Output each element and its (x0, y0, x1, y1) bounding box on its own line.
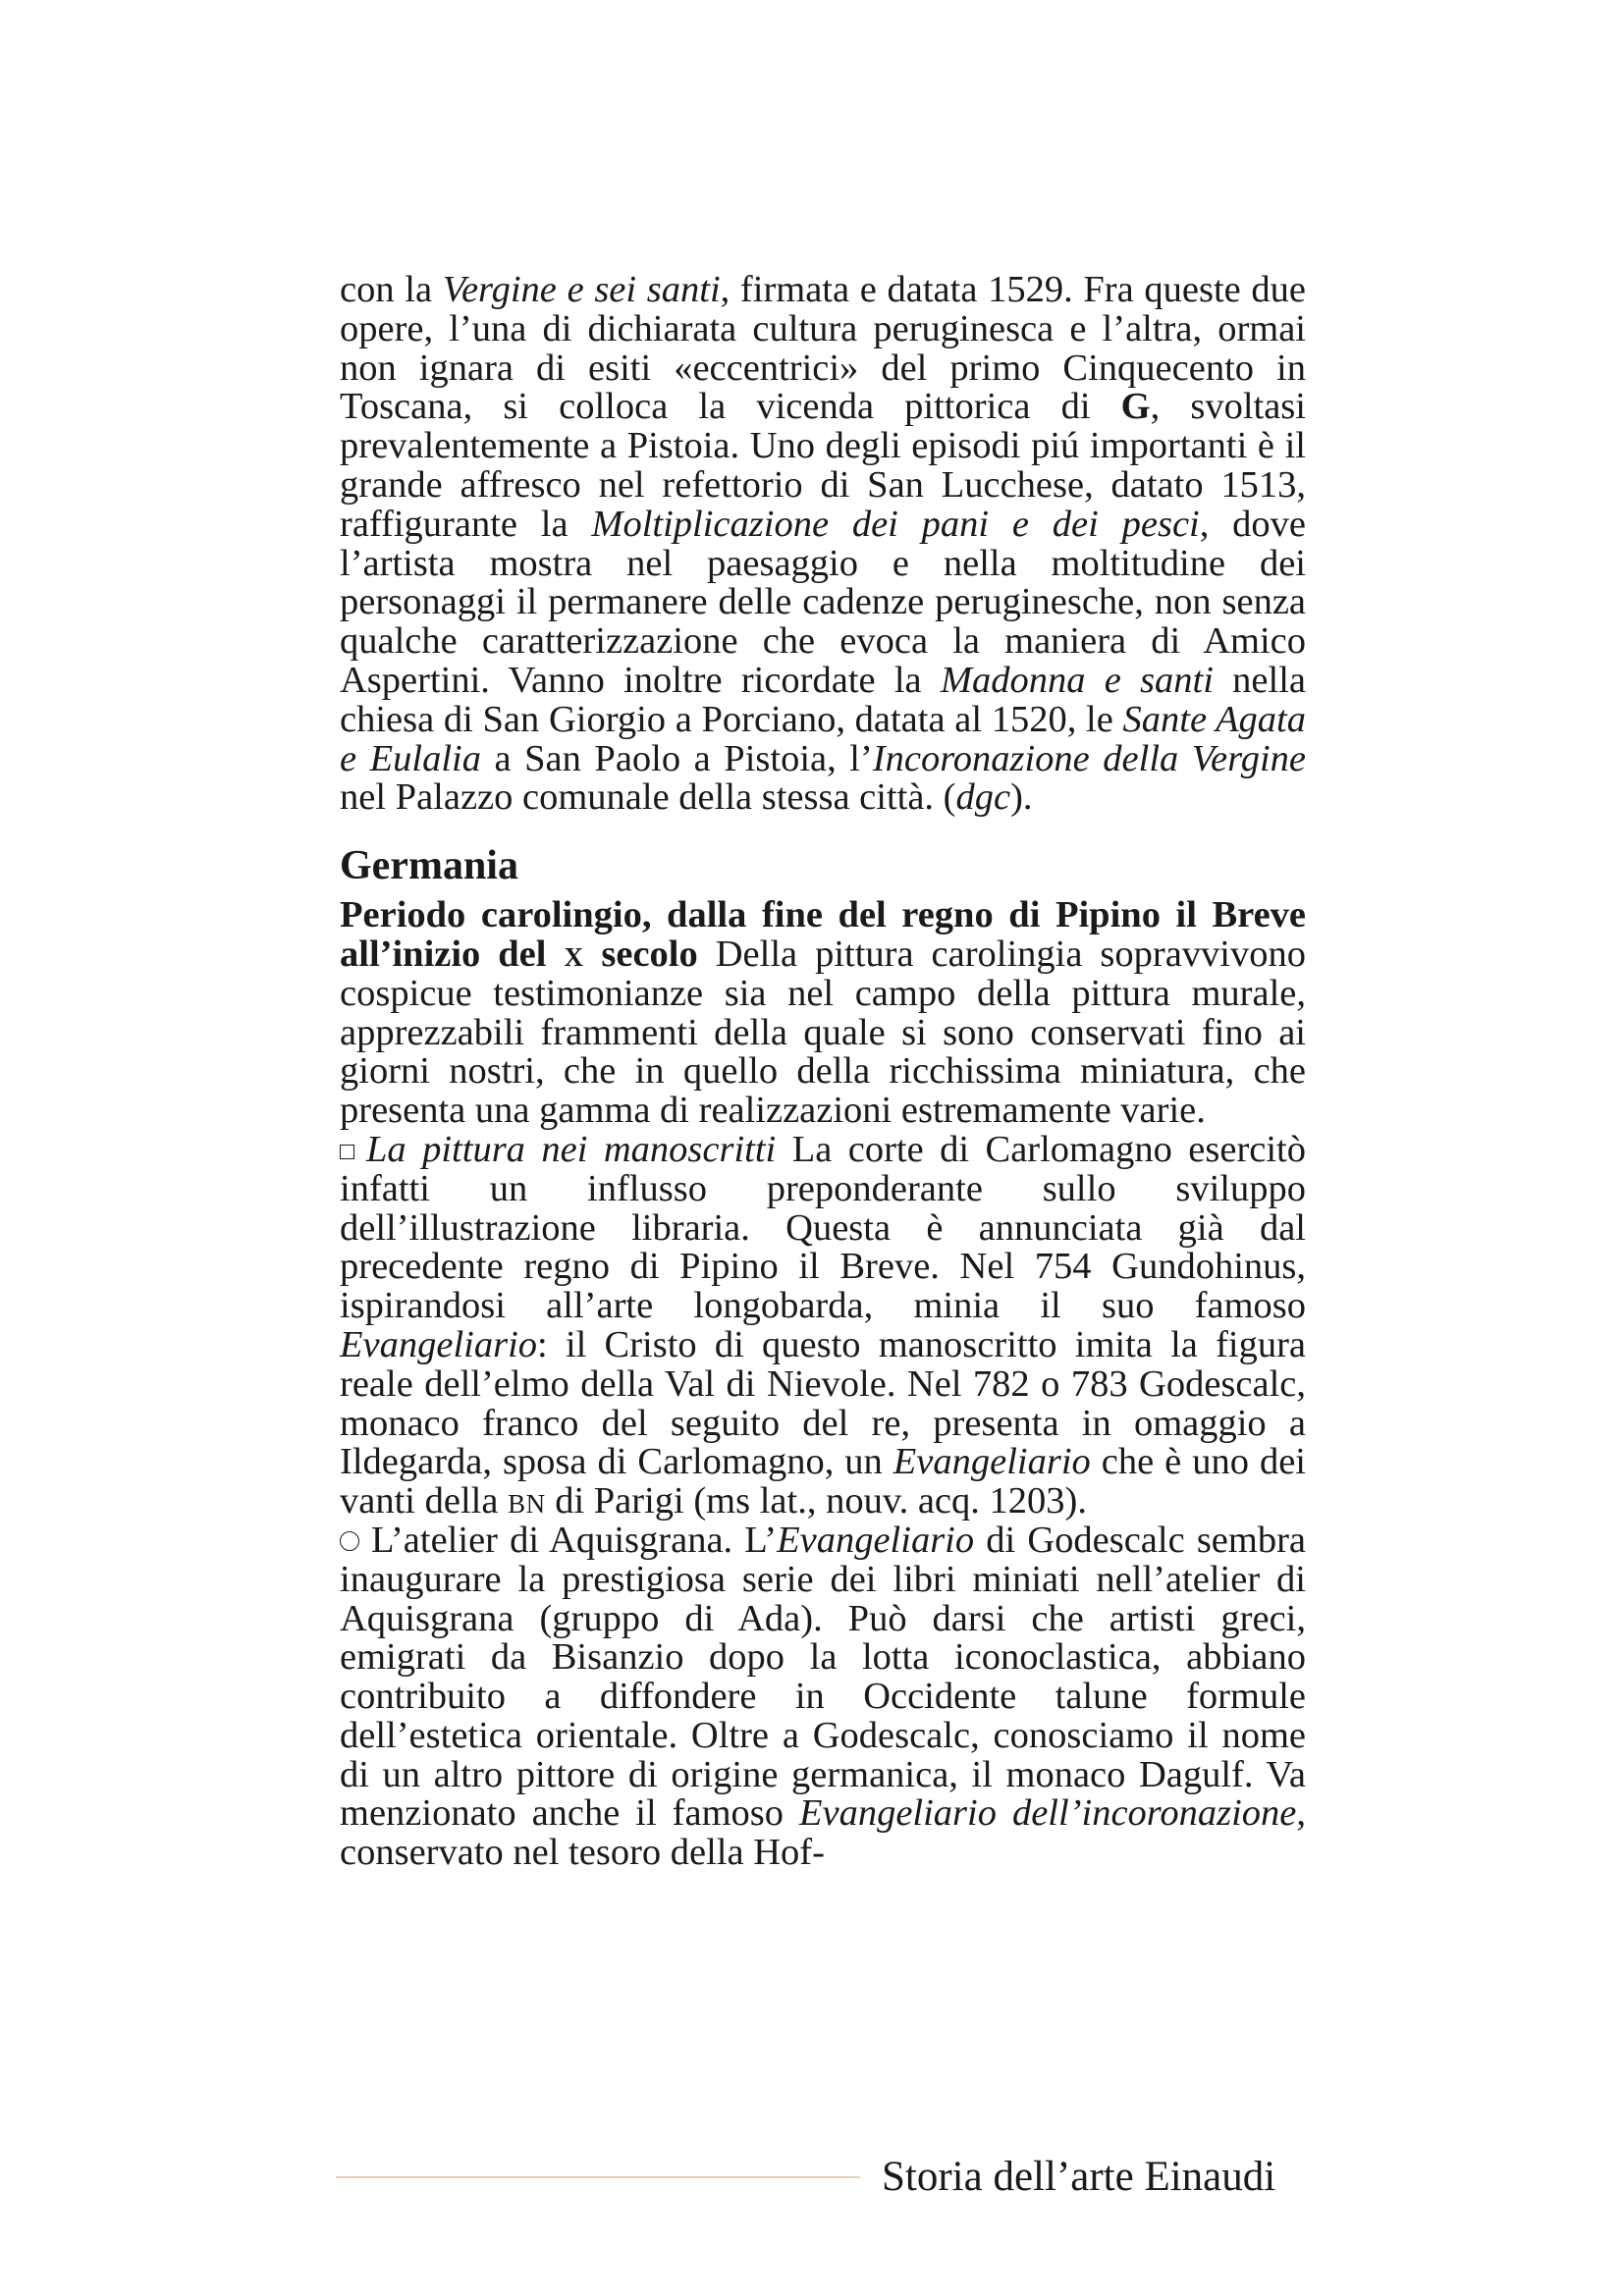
text-run: Della pittura carolingia sopravvivono cospicue testimonianze sia nel campo della pittura murale, apprezzabili frammenti della quale si sono conservati fino ai giorni nostri, che in quello della ricchissima miniatura, che presenta una gamma di realizzazioni estremamente varie. (340, 933, 1307, 1132)
text-column (340, 271, 1306, 1873)
text-run: La corte di Carlomagno esercitò infatti un influsso preponderante sullo sviluppo dell’illustrazione libraria. Questa è annunciata già dal precedente regno di Pipino il Breve. Nel 754 Gundohinus, ispirandosi all’arte longobarda, minia il suo famoso (340, 1128, 1306, 1327)
circle-bullet-icon (340, 1531, 359, 1551)
square-bullet-icon (340, 1145, 354, 1159)
artwork-title: Moltiplicazione dei pani e dei pesci (591, 503, 1200, 545)
text-run: , firmata e datata 1529. Fra queste due opere, l’una di dichiarata cultura peruginesca e l’altra, ormai non ignara di esiti «eccentrici» del primo Cinquecento in Toscana, si colloca la vicenda pittorica di (340, 269, 1306, 428)
artwork-title: Sante Agata e Eulalia (340, 698, 1306, 779)
text-run: a San Paolo a Pistoia, l’ (480, 737, 873, 779)
paragraph-carolingian (340, 896, 1306, 1131)
text-run: con la (340, 269, 443, 310)
paragraph-aquisgrana (340, 1519, 1306, 1874)
artwork-title: Evangeliario (893, 1441, 1091, 1483)
text-run: , svoltasi prevalentemente a Pistoia. Uno degli episodi piú importanti è il grande affresco nel refettorio di San Lucchese, datato 1513, raffigurante la (340, 386, 1306, 545)
text-run: , conservato nel tesoro della Hof- (340, 1792, 1306, 1874)
subsection-heading-end: secolo (583, 933, 698, 975)
library-abbreviation: bn (508, 1480, 546, 1522)
paragraph-manuscripts (340, 1128, 1306, 1522)
entry-initial: G (1120, 386, 1151, 428)
text-run: ). (1010, 776, 1033, 819)
text-run: , dove l’artista mostra nel paesaggio e nella moltitudine dei personaggi il permanere delle cadenze peruginesche, non senza qualche caratterizzazione che evoca la maniera di Amico Aspertini. Vanno inoltre ricordate la (340, 503, 1306, 701)
artwork-title: Incoronazione della Vergine (872, 737, 1306, 779)
footer-rule (336, 2176, 860, 2178)
section-title: Germania (340, 843, 518, 889)
paragraph-giovanni (340, 271, 1306, 818)
text-run: di Godescalc sembra inaugurare la prestigiosa serie dei libri miniati nell’atelier di Aquisgrana (gruppo di Ada). Può darsi che artisti greci, emigrati da Bisanzio dopo la lotta iconoclastica, abbiano contribuito a diffondere in Occidente talune formule dell’estetica orientale. Oltre a Godescalc, conosciamo il nome di un altro pittore di origine germanica, il monaco Dagulf. Va menzionato anche il famoso (340, 1519, 1306, 1835)
topic-heading: La pittura nei manoscritti (366, 1128, 777, 1170)
footer-publisher: Storia dell’arte Einaudi (882, 2154, 1276, 2200)
artwork-title: Madonna e santi (940, 659, 1214, 701)
author-initials: dgc (955, 776, 1011, 819)
subsection-heading: Periodo carolingio, dalla fine del regno di Pipino il Breve all’inizio del (340, 894, 1306, 975)
artwork-title: Evangeliario (777, 1519, 975, 1561)
text-run: nel Palazzo comunale della stessa città. ( (340, 776, 956, 819)
artwork-title: Vergine e sei santi (442, 269, 721, 310)
text-run: L’atelier di Aquisgrana. L’ (371, 1519, 778, 1561)
artwork-title: Evangeliario (340, 1323, 538, 1365)
text-run: nella chiesa di San Giorgio a Porciano, datata al 1520, le (340, 659, 1307, 740)
text-run: che è uno dei vanti della (340, 1441, 1306, 1522)
text-run: di Parigi (ms lat., nouv. acq. 1203). (545, 1480, 1087, 1522)
artwork-title: Evangeliario dell’incoronazione (798, 1792, 1297, 1835)
century-numeral: x (564, 933, 584, 975)
text-run: : il Cristo di questo manoscritto imita la figura reale dell’elmo della Val di Nievole. Nel 782 o 783 Godescalc, monaco franco del seguito del re, presenta in omaggio a Ildegarda, sposa di Carlomagno, un (340, 1323, 1306, 1483)
